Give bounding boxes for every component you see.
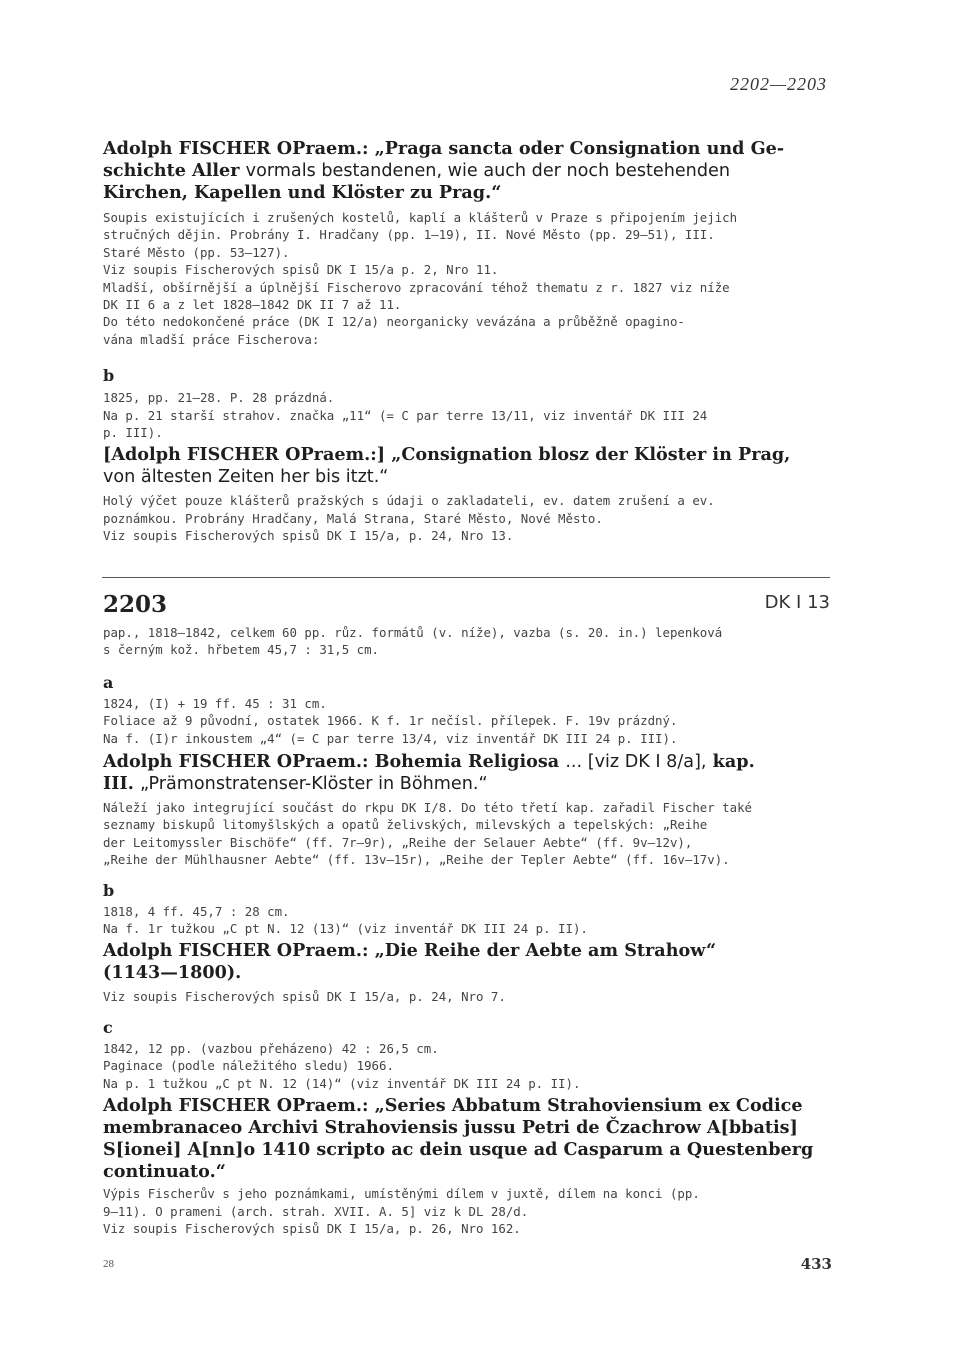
text-line: Na f. 1r tužkou „C pt N. 12 (13)“ (viz inventář DK III 24 p. II). bbox=[103, 921, 588, 937]
title-plain-part: vormals bestandenen, wie auch der noch bestehenden bbox=[245, 161, 730, 181]
text-line: stručných dějin. Probrány I. Hradčany (pp. 1—19), II. Nové Město (pp. 29—51), III. bbox=[103, 227, 715, 243]
work-title-line: S[ionei] A[nn]o 1410 scripto ac dein usque ad Casparum a Questenberg bbox=[103, 1139, 814, 1161]
title-bold-part: kap. bbox=[712, 751, 755, 773]
section-divider bbox=[102, 577, 830, 578]
text-line: poznámkou. Probrány Hradčany, Malá Strana, Staré Město, Nové Město. bbox=[103, 510, 603, 526]
text-line: vána mladší práce Fischerova: bbox=[103, 331, 320, 347]
work-title-line: (1143—1800). bbox=[103, 962, 242, 984]
text-line: Mladší, obšírnější a úplnější Fischerovo zpracování téhož thematu z r. 1827 viz níže bbox=[103, 279, 730, 295]
entry-2202-continuation bbox=[103, 138, 830, 545]
entry-number: 2203 bbox=[103, 591, 168, 618]
text-line: p. III). bbox=[103, 425, 163, 441]
text-line: DK II 6 a z let 1828—1842 DK II 7 až 11. bbox=[103, 297, 402, 313]
title-bold-part: schichte Aller bbox=[103, 160, 240, 181]
footer-signature-mark: 28 bbox=[103, 1258, 114, 1270]
part-letter: c bbox=[103, 1017, 113, 1037]
work-title-line bbox=[103, 466, 830, 488]
text-line: Soupis existujících i zrušených kostelů, kaplí a klášterů v Praze s připojením jejich bbox=[103, 210, 738, 225]
text-line: „Reihe der Mühlhausner Aebte“ (ff. 13v—15r), „Reihe der Tepler Aebte“ (ff. 16v—17v). bbox=[103, 852, 730, 868]
title-plain-part: von ältesten Zeiten her bis itzt.“ bbox=[103, 467, 389, 488]
text-line: Viz soupis Fischerových spisů DK I 15/a p. 2, Nro 11. bbox=[103, 262, 499, 278]
title-bold-part: Adolph FISCHER OPraem.: Bohemia Religiosa bbox=[103, 751, 560, 773]
work-title-line: Adolph FISCHER OPraem.: „Praga sancta oder Consignation und Ge- bbox=[103, 138, 785, 159]
text-line: 1818, 4 ff. 45,7 : 28 cm. bbox=[103, 903, 290, 919]
part-letter: a bbox=[103, 672, 114, 692]
text-line: der Leitomyssler Bischöfe“ (ff. 7r—9r), „Reihe der Selauer Aebte“ (ff. 9v—12v), bbox=[103, 834, 693, 850]
page-range-header: 2202—2203 bbox=[729, 74, 827, 94]
text-line: 1842, 12 pp. (vazbou přeházeno) 42 : 26,5 cm. bbox=[103, 1040, 439, 1056]
title-bold-part: III. bbox=[103, 773, 134, 795]
page-number: 433 bbox=[800, 1255, 832, 1273]
text-line: Paginace (podle náležitého sledu) 1966. bbox=[103, 1058, 394, 1074]
text-line: Viz soupis Fischerových spisů DK I 15/a, p. 24, Nro 13. bbox=[103, 528, 514, 544]
work-title-line bbox=[103, 160, 830, 182]
part-letter: b bbox=[103, 880, 115, 900]
text-line: Staré Město (pp. 53—127). bbox=[103, 244, 290, 260]
title-plain-part: „Prämonstratenser-Klöster in Böhmen.“ bbox=[139, 774, 488, 795]
text-line: Holý výčet pouze klášterů pražských s údaji o zakladateli, ev. datem zrušení a ev. bbox=[103, 493, 715, 509]
work-title-line: Adolph FISCHER OPraem.: „Series Abbatum Strahoviensium ex Codice bbox=[103, 1095, 803, 1117]
text-line: 1825, pp. 21—28. P. 28 prázdná. bbox=[103, 390, 335, 406]
shelf-signature: DK I 13 bbox=[764, 592, 830, 613]
work-title-line: Adolph FISCHER OPraem.: „Die Reihe der Aebte am Strahow“ bbox=[103, 940, 717, 962]
entry-2203 bbox=[103, 624, 830, 1237]
text-line: Výpis Fischerův s jeho poznámkami, umístěnými dílem v juxtě, dílem na konci (pp. bbox=[103, 1186, 700, 1202]
text-line: Do této nedokončené práce (DK I 12/a) neorganicky vevázána a průběžně opagino- bbox=[103, 314, 685, 330]
part-letter: b bbox=[103, 366, 115, 386]
title-plain-part: ... [viz DK I 8/a], bbox=[565, 752, 707, 773]
work-title-line: Kirchen, Kapellen und Klöster zu Prag.“ bbox=[103, 182, 502, 203]
work-title-line bbox=[103, 773, 830, 795]
text-line: pap., 1818—1842, celkem 60 pp. růz. formátů (v. níže), vazba (s. 20. in.) lepenková bbox=[103, 625, 723, 640]
text-line: s černým kož. hřbetem 45,7 : 31,5 cm. bbox=[103, 642, 380, 658]
text-line: 9—11). O prameni (arch. strah. XVII. A. 5] viz k DL 28/d. bbox=[103, 1203, 529, 1219]
text-line: Na p. 1 tužkou „C pt N. 12 (14)“ (viz inventář DK III 24 p. II). bbox=[103, 1075, 581, 1091]
text-line: Na p. 21 starší strahov. značka „11“ (= C par terre 13/11, viz inventář DK III 24 bbox=[103, 407, 708, 423]
work-title-line: [Adolph FISCHER OPraem.:] „Consignation blosz der Klöster in Prag, bbox=[103, 444, 791, 466]
text-line: 1824, (I) + 19 ff. 45 : 31 cm. bbox=[103, 695, 327, 711]
text-line: Náleží jako integrující součást do rkpu DK I/8. Do této třetí kap. zařadil Fischer také bbox=[103, 800, 753, 816]
work-title-line bbox=[103, 751, 830, 773]
text-line: Na f. (I)r inkoustem „4“ (= C par terre 13/4, viz inventář DK III 24 p. III). bbox=[103, 730, 678, 746]
text-line: Viz soupis Fischerových spisů DK I 15/a, p. 26, Nro 162. bbox=[103, 1220, 521, 1236]
text-line: Viz soupis Fischerových spisů DK I 15/a, p. 24, Nro 7. bbox=[103, 989, 506, 1005]
work-title-line: membranaceo Archivi Strahoviensis jussu Petri de Čzachrow A[bbatis] bbox=[103, 1117, 798, 1139]
work-title-line: continuato.“ bbox=[103, 1161, 226, 1183]
text-line: seznamy biskupů litomyšlských a opatů želivských, milevských a tepelských: „Reihe bbox=[103, 817, 708, 833]
text-line: Foliace až 9 původní, ostatek 1966. K f. 1r nečísl. přílepek. F. 19v prázdný. bbox=[103, 713, 678, 729]
